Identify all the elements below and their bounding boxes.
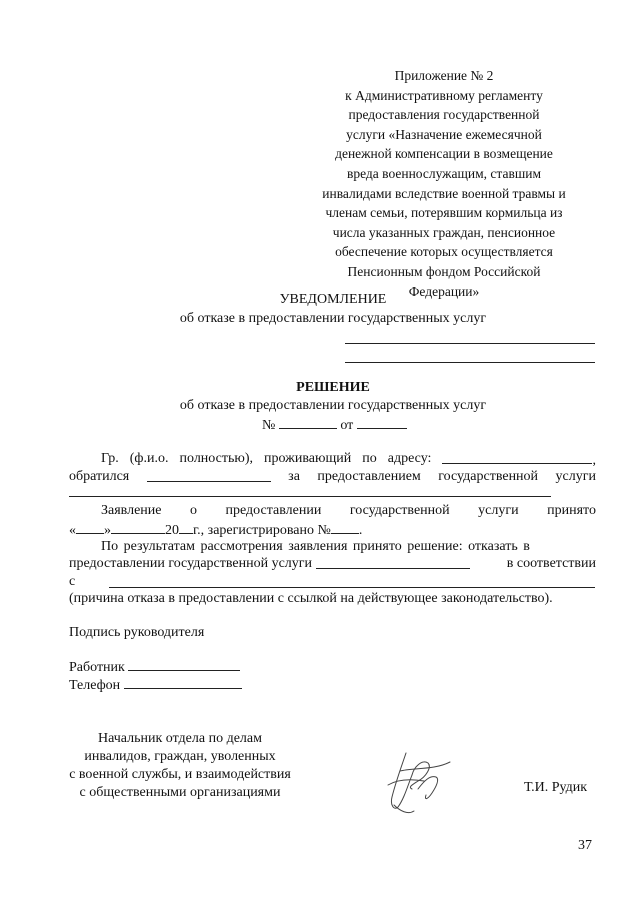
annex-line: Федерации» (408, 283, 480, 299)
text: Заявление (101, 503, 162, 518)
notice-subtitle: об отказе в предоставлении государственных услуг (179, 311, 487, 326)
annex-line: членам семьи, потерявшим кормильца из (325, 205, 563, 221)
text: в соответствии (506, 556, 596, 571)
worker-blank (128, 658, 240, 671)
text: по (362, 451, 377, 466)
decision-number-row (262, 416, 407, 434)
body-line-8: (причина отказа в предоставлении с ссылкой на действующее законодательство). (69, 591, 553, 606)
signatory-line: с военной службы, и взаимодействия (69, 767, 291, 782)
body-line-6 (69, 556, 596, 572)
worker-label: Работник (69, 660, 125, 675)
text: услуги (478, 503, 519, 518)
number-sign: № (262, 418, 276, 433)
text: « (69, 523, 76, 538)
month-blank (111, 521, 165, 534)
annex-line: предоставления государственной (348, 107, 540, 123)
text: , (592, 453, 596, 468)
annex-line: Приложение № 2 (394, 68, 494, 83)
body-line-3 (69, 503, 596, 519)
addressee-line (345, 362, 595, 363)
page-number: 37 (578, 838, 592, 853)
signatory-name: Т.И. Рудик (524, 780, 588, 795)
text: предоставлении (225, 503, 322, 518)
text: о (190, 503, 198, 518)
notice-title: УВЕДОМЛЕНИЕ (279, 292, 387, 307)
text: предоставлении государственной услуги (69, 556, 313, 571)
service-name-blank (316, 556, 470, 569)
annex-line: обеспечение которых осуществляется (335, 244, 553, 260)
decision-title: РЕШЕНИЕ (296, 380, 370, 395)
signatory-title (60, 730, 300, 802)
annex-line: услуги «Назначение ежемесячной (346, 126, 542, 142)
phone-row (69, 676, 242, 694)
text: . (358, 523, 363, 538)
body-line-5: По результатам рассмотрения заявления принято решение: отказать в (101, 539, 530, 554)
text: принято (547, 503, 596, 518)
annex-line: вреда военнослужащим, ставшим (346, 165, 542, 181)
phone-blank (124, 676, 242, 689)
text: за (288, 469, 300, 484)
phone-label: Телефон (69, 678, 121, 693)
annex-line: Пенсионным фондом Российской (347, 263, 541, 279)
from-label: от (340, 418, 354, 433)
annex-line: инвалидами вследствие военной травмы и (322, 185, 566, 201)
signatory-line: Начальник отдела по делам (98, 731, 262, 746)
text: государственной (349, 503, 450, 518)
body-line-4 (69, 521, 362, 539)
annex-line: числа указанных граждан, пенсионное (332, 224, 556, 240)
text: (ф.и.о. (129, 451, 169, 466)
reg-number-blank (331, 521, 359, 534)
text: Гр. (101, 451, 119, 466)
text: адресу: (387, 451, 432, 466)
text: полностью), (179, 451, 253, 466)
decision-number-blank (279, 416, 337, 429)
body-line-1 (69, 451, 596, 469)
year-blank (179, 521, 193, 534)
annex-line: денежной компенсации в возмещение (335, 146, 553, 162)
body-line-7: с (69, 574, 76, 589)
text: 20 (165, 523, 179, 538)
annex-line: к Административному регламенту (345, 87, 543, 103)
body-line-2 (69, 469, 596, 485)
text: предоставлением (317, 469, 421, 484)
text: услуги (555, 469, 596, 484)
worker-row (69, 658, 240, 676)
text: » (104, 523, 111, 538)
day-blank (76, 521, 104, 534)
text: проживающий (264, 451, 352, 466)
decision-date-blank (357, 416, 407, 429)
text: государственной (438, 469, 539, 484)
text: обратился (69, 469, 130, 484)
addressee-line (345, 343, 595, 344)
reason-blank (109, 587, 595, 588)
handwritten-signature (378, 745, 458, 820)
signatory-line: с общественными организациями (79, 785, 281, 800)
annex-header (290, 66, 598, 301)
decision-subtitle: об отказе в предоставлении государственных услуг (179, 398, 487, 413)
name-blank (147, 469, 271, 482)
text: г., зарегистрировано № (193, 523, 331, 538)
head-signature-label: Подпись руководителя (69, 625, 205, 640)
service-blank (69, 496, 551, 497)
address-blank (442, 451, 592, 464)
signatory-line: инвалидов, граждан, уволенных (84, 749, 276, 764)
